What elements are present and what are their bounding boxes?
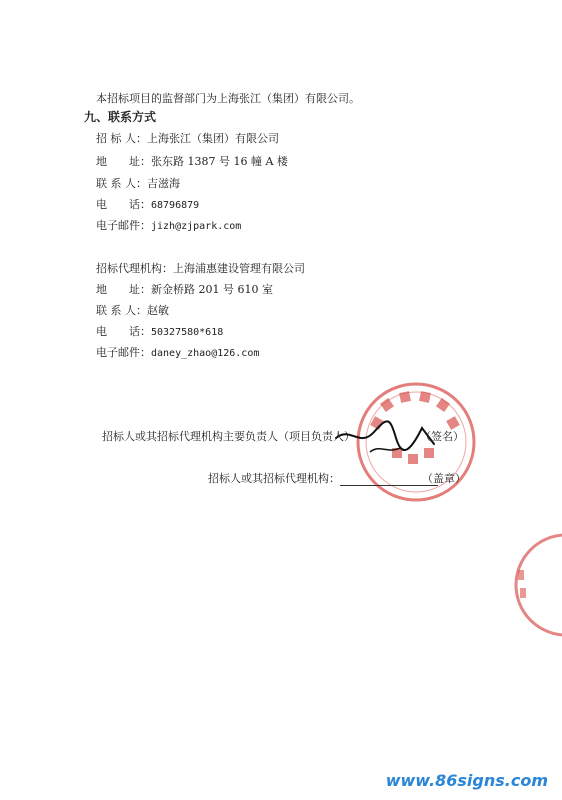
leader-signature-label: 招标人或其招标代理机构主要负责人（项目负责人） bbox=[102, 430, 355, 443]
tenderer-name-row bbox=[96, 132, 279, 146]
agency-contact-label: 联 系 人： bbox=[96, 304, 147, 317]
tenderer-contact-label: 联 系 人： bbox=[96, 177, 147, 190]
partial-seal-stamp bbox=[508, 530, 562, 640]
agency-name-label: 招标代理机构： bbox=[96, 262, 173, 275]
agency-phone-value: 50327580*618 bbox=[151, 327, 224, 338]
agency-phone-row bbox=[96, 325, 223, 340]
agency-address-row bbox=[96, 283, 273, 297]
tenderer-phone-label: 电 话： bbox=[96, 198, 151, 211]
tenderer-contact-row bbox=[96, 177, 180, 191]
tenderer-address-value: 张东路 1387 号 16 幢 A 楼 bbox=[151, 155, 288, 168]
agency-seal-row bbox=[208, 472, 438, 486]
agency-phone-label: 电 话： bbox=[96, 325, 151, 338]
tenderer-contact-value: 吉滋海 bbox=[147, 177, 180, 190]
leader-signature-suffix: （签名） bbox=[420, 430, 464, 443]
agency-name-value: 上海浦惠建设管理有限公司 bbox=[173, 262, 305, 275]
agency-email-label: 电子邮件： bbox=[96, 346, 151, 359]
tenderer-address-label: 地 址： bbox=[96, 155, 151, 168]
tenderer-address-row bbox=[96, 155, 288, 169]
agency-address-value: 新金桥路 201 号 610 室 bbox=[151, 283, 273, 296]
section-heading: 九、联系方式 bbox=[84, 110, 157, 124]
agency-name-row bbox=[96, 262, 305, 276]
site-watermark: www.86signs.com bbox=[385, 771, 548, 790]
agency-contact-row bbox=[96, 304, 169, 318]
agency-seal-label: 招标人或其招标代理机构： bbox=[208, 472, 340, 485]
tenderer-email-row bbox=[96, 219, 241, 234]
tenderer-name-value: 上海张江（集团）有限公司 bbox=[147, 132, 279, 145]
tenderer-email-label: 电子邮件： bbox=[96, 219, 151, 232]
tenderer-phone-row bbox=[96, 198, 199, 213]
handwritten-signature bbox=[330, 408, 440, 460]
tenderer-phone-value: 68796879 bbox=[151, 200, 200, 211]
supervision-statement: 本招标项目的监督部门为上海张江（集团）有限公司。 bbox=[96, 92, 360, 105]
agency-email-row bbox=[96, 346, 259, 361]
tenderer-email-value: jizh@zjpark.com bbox=[151, 221, 242, 232]
leader-signature-row bbox=[102, 430, 355, 444]
agency-email-value: daney_zhao@126.com bbox=[151, 348, 260, 359]
agency-address-label: 地 址： bbox=[96, 283, 151, 296]
agency-contact-value: 赵敏 bbox=[147, 304, 169, 317]
tenderer-name-label: 招 标 人： bbox=[96, 132, 147, 145]
agency-seal-suffix: （盖章） bbox=[422, 472, 466, 485]
